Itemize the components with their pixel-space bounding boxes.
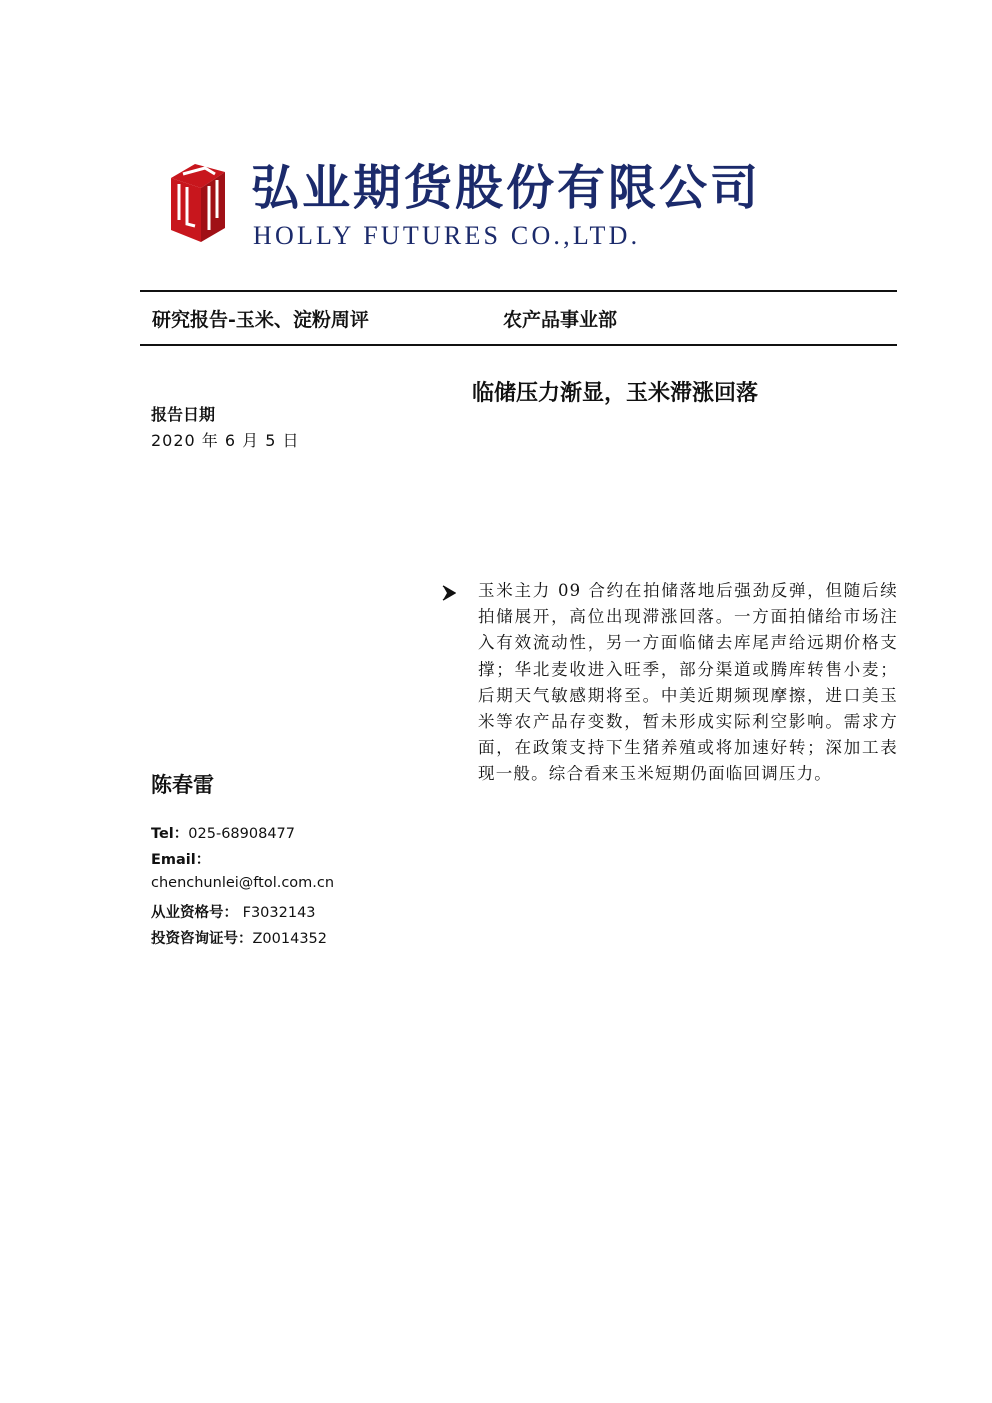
report-headline: 临储压力渐显，玉米滞涨回落 bbox=[472, 380, 759, 406]
email-label: Email： bbox=[151, 852, 211, 868]
company-logo bbox=[165, 158, 762, 253]
analyst-email-value[interactable]: chenchunlei@ftol.com.cn bbox=[151, 875, 335, 891]
report-type: 研究报告-玉米、淀粉周评 bbox=[152, 309, 369, 331]
consult-label: 投资咨询证号： bbox=[151, 931, 253, 947]
logo-chinese-name: 弘业期货股份有限公司 bbox=[251, 160, 762, 216]
tel-value: 025-68908477 bbox=[188, 826, 295, 842]
arrow-right-icon bbox=[442, 585, 456, 601]
license-label: 从业资格号： bbox=[151, 905, 238, 921]
consult-value: Z0014352 bbox=[252, 931, 328, 947]
summary-paragraph: 玉米主力 09 合约在拍储落地后强劲反弹，但随后续拍储展开，高位出现滞涨回落。一方面拍储给市场注入有效流动性，另一方面临储去库尾声给远期价格支撑；华北麦收进入旺季，部分渠道或腾库转售小麦；后期天气敏感期将至。中美近期频现摩擦，进口美玉米等农产品存变数，暂未形成实际利空影响。需求方面，在政策支持下生猪养殖或将加速好转；深加工表现一般。综合看来玉米短期仍面临回调压力。 bbox=[478, 581, 898, 784]
analyst-license bbox=[151, 901, 316, 922]
analyst-consult-id bbox=[151, 927, 327, 948]
license-value: F3032143 bbox=[242, 905, 316, 921]
report-date-label: 报告日期 bbox=[151, 405, 216, 424]
analyst-tel bbox=[151, 822, 295, 843]
header-bottom-rule bbox=[140, 344, 897, 346]
logo-english-name: HOLLY FUTURES CO.,LTD. bbox=[253, 221, 641, 250]
header-top-rule bbox=[140, 290, 897, 292]
department: 农产品事业部 bbox=[503, 309, 618, 331]
analyst-name: 陈春雷 bbox=[151, 772, 214, 797]
logo-cube-icon bbox=[165, 158, 231, 244]
analyst-email-label bbox=[151, 848, 210, 869]
report-date-value: 2020 年 6 月 5 日 bbox=[151, 431, 300, 450]
tel-label: Tel： bbox=[151, 826, 189, 842]
